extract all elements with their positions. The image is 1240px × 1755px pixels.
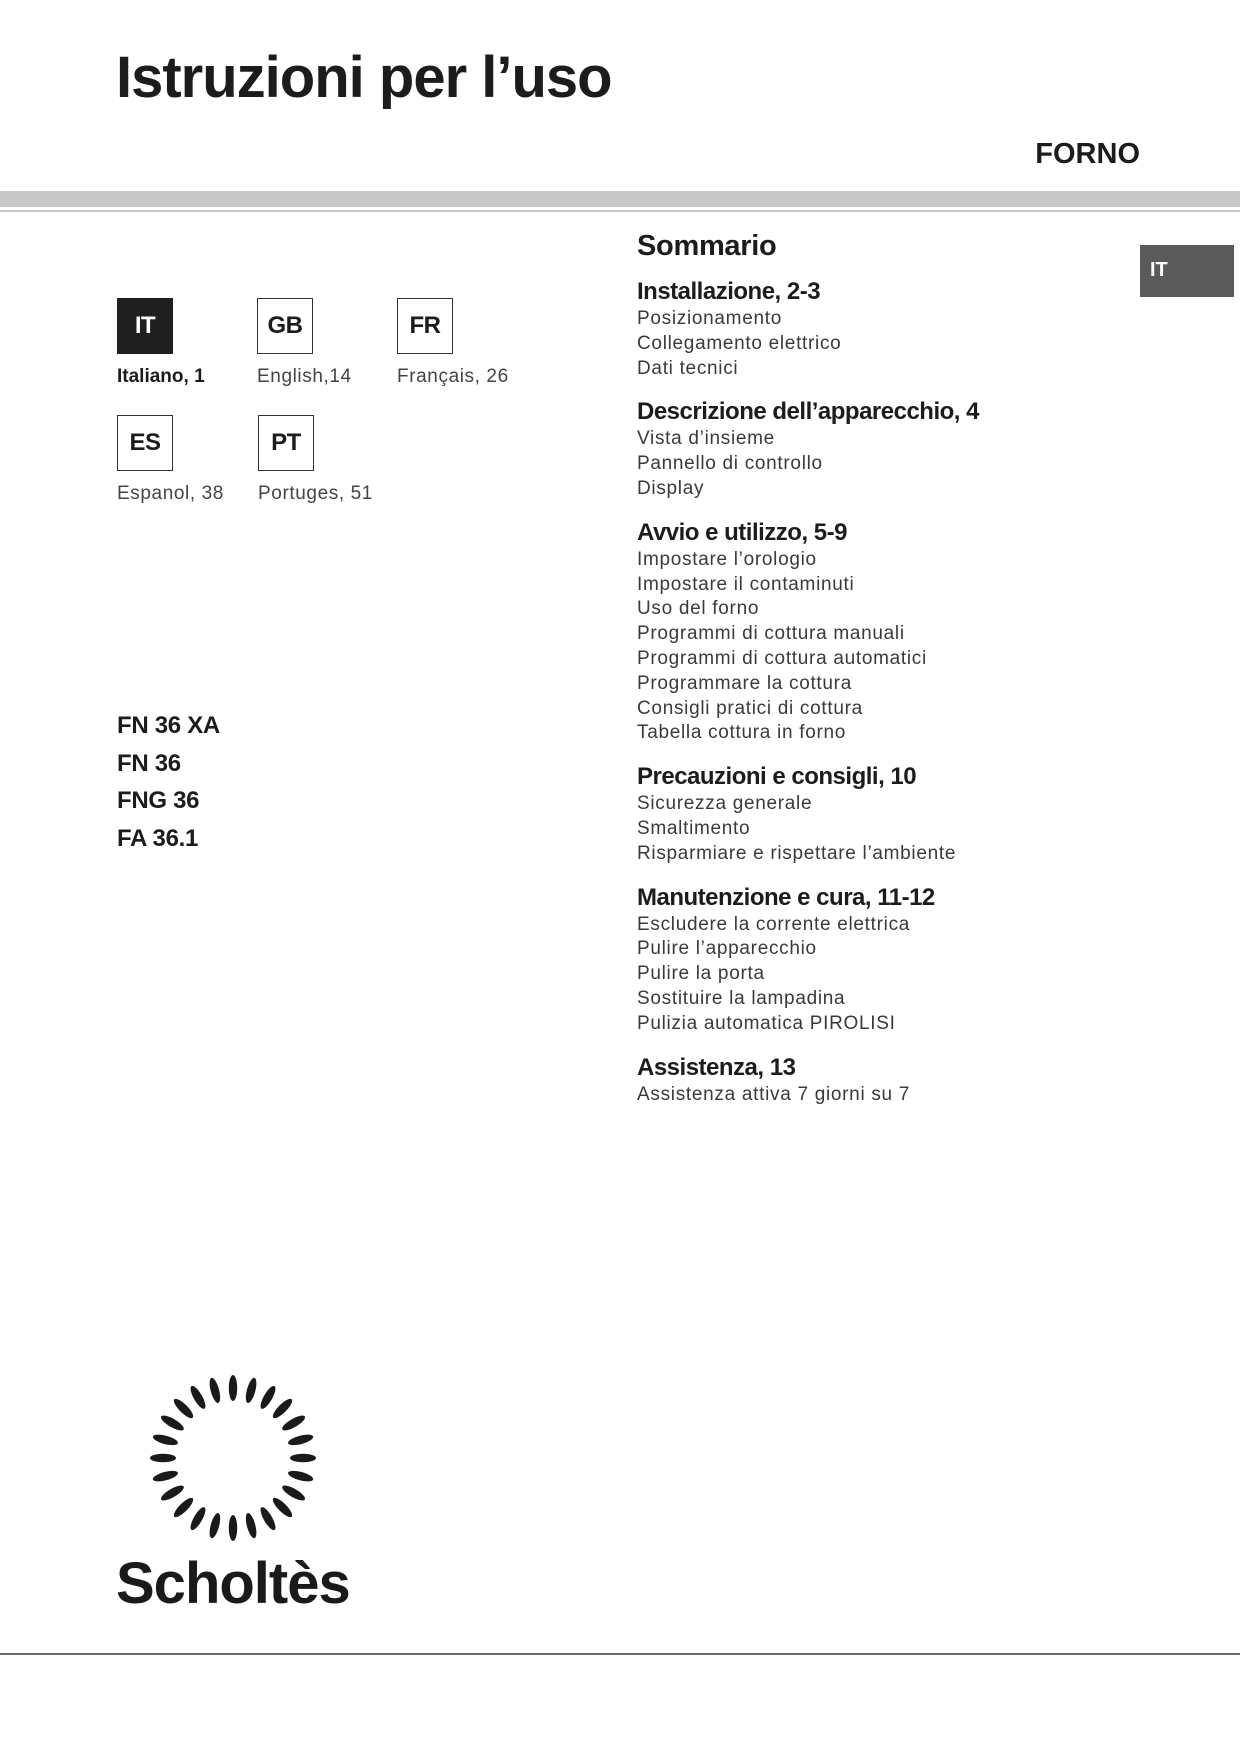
toc-section <box>637 1052 1107 1108</box>
language-cell-pt[interactable] <box>258 415 398 505</box>
toc-heading[interactable]: Assistenza, 13 <box>637 1053 796 1081</box>
toc-item[interactable]: Pulire la porta <box>637 963 765 985</box>
toc-item[interactable]: Posizionamento <box>637 308 782 329</box>
language-cell-it[interactable] <box>117 298 257 388</box>
sun-ray <box>270 1495 294 1519</box>
toc-item[interactable]: Pannello di controllo <box>637 453 823 475</box>
language-code-box: GB <box>257 298 313 354</box>
sun-ray <box>244 1512 259 1539</box>
language-label: Portuges, 51 <box>258 483 373 504</box>
sun-ray <box>152 1432 179 1447</box>
sun-ray <box>152 1469 179 1484</box>
toc-item[interactable]: Pulizia automatica PIROLISI <box>637 1012 896 1034</box>
toc-item[interactable]: Escludere la corrente elettrica <box>637 913 911 935</box>
sun-burst-icon <box>143 1368 323 1548</box>
sun-ray <box>270 1396 294 1420</box>
toc-item[interactable]: Programmare la cottura <box>637 672 852 694</box>
language-tab: IT <box>1140 245 1234 297</box>
model-name: FNG 36 <box>117 787 200 814</box>
sun-ray <box>258 1384 278 1411</box>
toc-item[interactable]: Vista d’insieme <box>637 428 775 450</box>
toc-item[interactable]: Impostare l’orologio <box>637 548 817 570</box>
toc-section <box>637 396 1107 501</box>
toc-item[interactable]: Sicurezza generale <box>637 793 813 815</box>
language-code-box: ES <box>117 415 173 471</box>
sun-ray <box>188 1384 208 1411</box>
sun-ray <box>229 1375 237 1401</box>
page-title: Istruzioni per l’uso <box>116 45 612 110</box>
language-label: Français, 26 <box>397 366 509 387</box>
language-label: Italiano, 1 <box>117 366 205 387</box>
toc-item[interactable]: Collegamento elettrico <box>637 332 842 354</box>
sun-ray <box>280 1483 307 1503</box>
table-of-contents <box>637 230 1107 1122</box>
toc-section <box>637 761 1107 866</box>
toc-item[interactable]: Programmi di cottura automatici <box>637 647 927 669</box>
sun-ray <box>159 1413 186 1433</box>
sun-ray <box>229 1515 237 1541</box>
toc-heading[interactable]: Precauzioni e consigli, 10 <box>637 763 917 791</box>
sun-ray <box>258 1505 278 1532</box>
sun-ray <box>287 1469 314 1484</box>
sun-ray <box>171 1396 195 1420</box>
sun-ray <box>188 1505 208 1532</box>
toc-item[interactable]: Tabella cottura in forno <box>637 722 847 744</box>
product-type-label: FORNO <box>1035 138 1140 170</box>
toc-heading[interactable]: Avvio e utilizzo, 5-9 <box>637 518 847 546</box>
language-cell-gb[interactable] <box>257 298 397 388</box>
sun-ray <box>171 1495 195 1519</box>
sun-ray <box>287 1432 314 1447</box>
toc-title: Sommario <box>637 230 777 262</box>
toc-item[interactable]: Impostare il contaminuti <box>637 573 855 595</box>
toc-item[interactable]: Programmi di cottura manuali <box>637 623 905 645</box>
language-label: English,14 <box>257 366 352 387</box>
toc-section <box>637 276 1107 381</box>
toc-heading[interactable]: Descrizione dell’apparecchio, 4 <box>637 398 979 426</box>
toc-item[interactable]: Smaltimento <box>637 817 751 839</box>
model-name: FN 36 <box>117 749 181 777</box>
language-cell-es[interactable] <box>117 415 257 505</box>
toc-item[interactable]: Pulire l’apparecchio <box>637 938 817 960</box>
toc-item[interactable]: Display <box>637 477 705 499</box>
brand-wordmark: Scholtès <box>116 1551 350 1616</box>
language-label: Espanol, 38 <box>117 483 224 504</box>
model-name: FA 36.1 <box>117 824 199 852</box>
toc-section <box>637 517 1107 746</box>
sun-ray <box>207 1377 222 1404</box>
model-name: FN 36 XA <box>117 712 220 739</box>
model-list <box>117 712 220 862</box>
sun-ray <box>280 1413 307 1433</box>
header-divider <box>0 191 1240 207</box>
language-cell-fr[interactable] <box>397 298 537 388</box>
toc-heading[interactable]: Manutenzione e cura, 11-12 <box>637 883 935 911</box>
toc-item[interactable]: Risparmiare e rispettare l’ambiente <box>637 842 957 864</box>
language-code-box: PT <box>258 415 314 471</box>
toc-item[interactable]: Uso del forno <box>637 598 760 620</box>
footer-divider <box>0 1653 1240 1655</box>
toc-section <box>637 882 1107 1037</box>
toc-item[interactable]: Assistenza attiva 7 giorni su 7 <box>637 1083 911 1105</box>
toc-item[interactable]: Sostituire la lampadina <box>637 987 846 1009</box>
sun-ray <box>150 1454 176 1462</box>
language-code-box: IT <box>117 298 173 354</box>
sun-ray <box>207 1512 222 1539</box>
toc-item[interactable]: Consigli pratici di cottura <box>637 697 863 719</box>
sun-ray <box>159 1483 186 1503</box>
toc-item[interactable]: Dati tecnici <box>637 357 739 379</box>
toc-heading[interactable]: Installazione, 2-3 <box>637 278 821 305</box>
header-divider-line <box>0 210 1240 212</box>
sun-ray <box>244 1377 259 1404</box>
sun-ray <box>290 1454 316 1462</box>
language-code-box: FR <box>397 298 453 354</box>
